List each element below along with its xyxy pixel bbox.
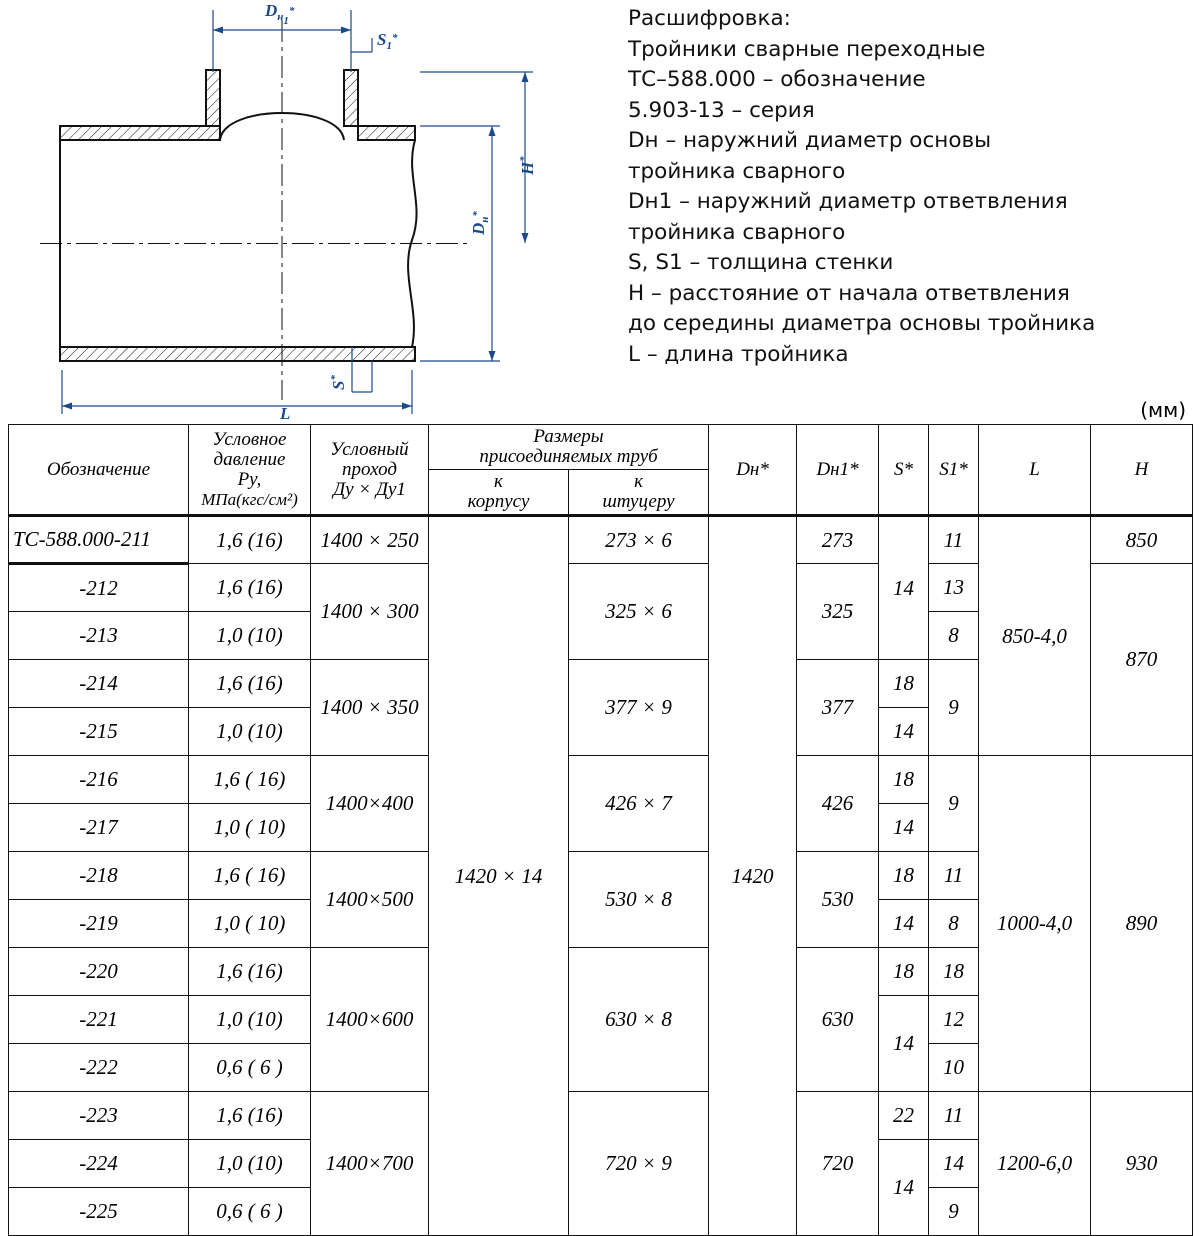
cell-s: 14 <box>879 900 929 948</box>
tee-drawing-svg <box>0 0 620 420</box>
cell-pressure: 1,6 (16) <box>189 1092 311 1140</box>
cell-designation: -223 <box>9 1092 189 1140</box>
dimensions-table-wrap <box>8 424 1192 1232</box>
cell-designation: -216 <box>9 756 189 804</box>
th-to-nozzle-l2: штуцеру <box>602 491 675 512</box>
th-pressure-l3: Ру, <box>237 468 262 490</box>
cell-pressure: 1,0 (10) <box>189 612 311 660</box>
cell-passage: 1400×500 <box>311 852 429 948</box>
cell-passage: 1400×600 <box>311 948 429 1092</box>
cell-designation: -214 <box>9 660 189 708</box>
cell-s: 14 <box>879 516 929 660</box>
legend-line-5: Dн1 – наружний диаметр ответвления <box>628 189 1068 214</box>
legend-line-4: тройника сварного <box>628 158 846 184</box>
cell-s: 14 <box>879 996 929 1092</box>
cell-s: 18 <box>879 852 929 900</box>
cell-s1: 9 <box>929 660 979 756</box>
th-to-body <box>429 470 569 516</box>
th-pressure-l2: давление <box>213 448 286 470</box>
th-s1: S1* <box>929 425 979 516</box>
cell-h: 870 <box>1091 564 1193 756</box>
legend-line-3: Dн – наружний диаметр основы <box>628 128 992 153</box>
label-l: L <box>280 404 291 420</box>
cell-body-pipe: 1420 × 14 <box>429 516 569 1236</box>
cell-pressure: 1,0 (10) <box>189 708 311 756</box>
cell-pressure: 1,6 (16) <box>189 660 311 708</box>
th-pipes-l2: присоединяемых труб <box>479 446 658 467</box>
th-pipes <box>429 425 709 470</box>
cell-s: 18 <box>879 948 929 996</box>
cell-nozzle: 530 × 8 <box>569 852 709 948</box>
cell-designation: -224 <box>9 1140 189 1188</box>
cell-designation: -221 <box>9 996 189 1044</box>
cell-s: 22 <box>879 1092 929 1140</box>
cell-designation: -217 <box>9 804 189 852</box>
legend-line-7: S, S1 – толщина стенки <box>628 250 894 275</box>
cell-s: 14 <box>879 1140 929 1236</box>
th-passage-l3: Ду × Ду1 <box>333 478 406 500</box>
cell-pressure: 1,0 ( 10) <box>189 804 311 852</box>
cell-dn1: 720 <box>797 1092 879 1236</box>
th-passage-l2: проход <box>342 458 397 480</box>
cell-s1: 11 <box>929 1092 979 1140</box>
th-to-body-l2: корпусу <box>467 491 530 512</box>
drawing-and-legend <box>0 0 1200 420</box>
table-row <box>9 756 1193 804</box>
cell-nozzle: 426 × 7 <box>569 756 709 852</box>
cell-s1: 13 <box>929 564 979 612</box>
cell-dn1: 530 <box>797 852 879 948</box>
dimensions-table <box>8 424 1193 1236</box>
legend-line-0: Тройники сварные переходные <box>628 36 986 62</box>
cell-dn: 1420 <box>709 516 797 1236</box>
label-h: H* <box>518 156 537 175</box>
cell-designation: -219 <box>9 900 189 948</box>
cell-h: 930 <box>1091 1092 1193 1236</box>
cell-passage: 1400×400 <box>311 756 429 852</box>
unit-note: (мм) <box>1140 398 1186 422</box>
cell-pressure: 1,6 ( 16) <box>189 756 311 804</box>
legend-line-1: ТС–588.000 – обозначение <box>628 67 926 92</box>
cell-designation: -220 <box>9 948 189 996</box>
cell-passage: 1400 × 350 <box>311 660 429 756</box>
legend-line-6: тройника сварного <box>628 219 846 245</box>
th-pressure <box>189 425 311 516</box>
cell-s: 18 <box>879 756 929 804</box>
cell-pressure: 1,0 ( 10) <box>189 900 311 948</box>
cell-pressure: 0,6 ( 6 ) <box>189 1044 311 1092</box>
cell-s: 18 <box>879 660 929 708</box>
cell-s1: 9 <box>929 756 979 852</box>
th-passage <box>311 425 429 516</box>
cell-pressure: 1,6 (16) <box>189 948 311 996</box>
th-h: H <box>1091 425 1193 516</box>
cell-s1: 12 <box>929 996 979 1044</box>
th-s: S* <box>879 425 929 516</box>
th-to-nozzle <box>569 470 709 516</box>
label-dn: $D_н^*$ <box>469 211 491 235</box>
cell-designation: ТС-588.000-211 <box>9 516 189 564</box>
th-to-nozzle-l1: к <box>634 471 643 492</box>
cell-s: 14 <box>879 708 929 756</box>
cell-s1: 14 <box>929 1140 979 1188</box>
cell-nozzle: 325 × 6 <box>569 564 709 660</box>
label-s1: $S_1^*$ <box>377 30 398 52</box>
cell-pressure: 1,0 (10) <box>189 1140 311 1188</box>
cell-designation: -213 <box>9 612 189 660</box>
cell-designation: -222 <box>9 1044 189 1092</box>
tee-drawing <box>0 0 620 420</box>
cell-passage: 1400 × 300 <box>311 564 429 660</box>
cell-s1: 11 <box>929 516 979 564</box>
cell-l: 1200-6,0 <box>979 1092 1091 1236</box>
legend-title: Расшифровка: <box>628 6 791 31</box>
legend-block <box>628 4 1188 370</box>
legend-line-8: Н – расстояние от начала ответвления <box>628 280 1070 306</box>
th-to-body-l1: к <box>494 471 503 492</box>
cell-s: 14 <box>879 804 929 852</box>
th-pipes-l1: Размеры <box>533 426 604 447</box>
cell-s1: 10 <box>929 1044 979 1092</box>
cell-h: 850 <box>1091 516 1193 564</box>
cell-s1: 8 <box>929 612 979 660</box>
cell-pressure: 1,6 (16) <box>189 564 311 612</box>
label-s: S* <box>329 375 348 390</box>
cell-l: 850-4,0 <box>979 516 1091 756</box>
th-designation: Обозначение <box>9 425 189 516</box>
th-dn1: Dн1* <box>797 425 879 516</box>
cell-nozzle: 273 × 6 <box>569 516 709 564</box>
cell-designation: -225 <box>9 1188 189 1236</box>
cell-pressure: 1,6 (16) <box>189 516 311 564</box>
cell-dn1: 377 <box>797 660 879 756</box>
cell-nozzle: 377 × 9 <box>569 660 709 756</box>
th-pressure-l1: Условное <box>212 428 287 450</box>
table-row <box>9 516 1193 564</box>
cell-h: 890 <box>1091 756 1193 1092</box>
cell-designation: -212 <box>9 564 189 612</box>
th-pressure-l4: МПа(кгс/см²) <box>201 489 298 509</box>
cell-dn1: 426 <box>797 756 879 852</box>
cell-passage: 1400×700 <box>311 1092 429 1236</box>
cell-dn1: 630 <box>797 948 879 1092</box>
cell-passage: 1400 × 250 <box>311 516 429 564</box>
th-passage-l1: Условный <box>330 438 409 460</box>
cell-s1: 11 <box>929 852 979 900</box>
cell-designation: -218 <box>9 852 189 900</box>
cell-pressure: 0,6 ( 6 ) <box>189 1188 311 1236</box>
cell-pressure: 1,0 (10) <box>189 996 311 1044</box>
cell-s1: 8 <box>929 900 979 948</box>
cell-nozzle: 630 × 8 <box>569 948 709 1092</box>
legend-line-2: 5.903-13 – серия <box>628 97 815 123</box>
cell-nozzle: 720 × 9 <box>569 1092 709 1236</box>
cell-s1: 9 <box>929 1188 979 1236</box>
legend-line-10: L – длина тройника <box>628 341 849 367</box>
cell-s1: 18 <box>929 948 979 996</box>
legend-line-9: до середины диаметра основы тройника <box>628 311 1096 336</box>
cell-dn1: 273 <box>797 516 879 564</box>
th-dn: Dн* <box>709 425 797 516</box>
cell-designation: -215 <box>9 708 189 756</box>
cell-l: 1000-4,0 <box>979 756 1091 1092</box>
cell-pressure: 1,6 ( 16) <box>189 852 311 900</box>
th-l: L <box>979 425 1091 516</box>
table-row <box>9 1092 1193 1140</box>
cell-dn1: 325 <box>797 564 879 660</box>
label-dn1: $D_{н1}^*$ <box>265 1 295 27</box>
